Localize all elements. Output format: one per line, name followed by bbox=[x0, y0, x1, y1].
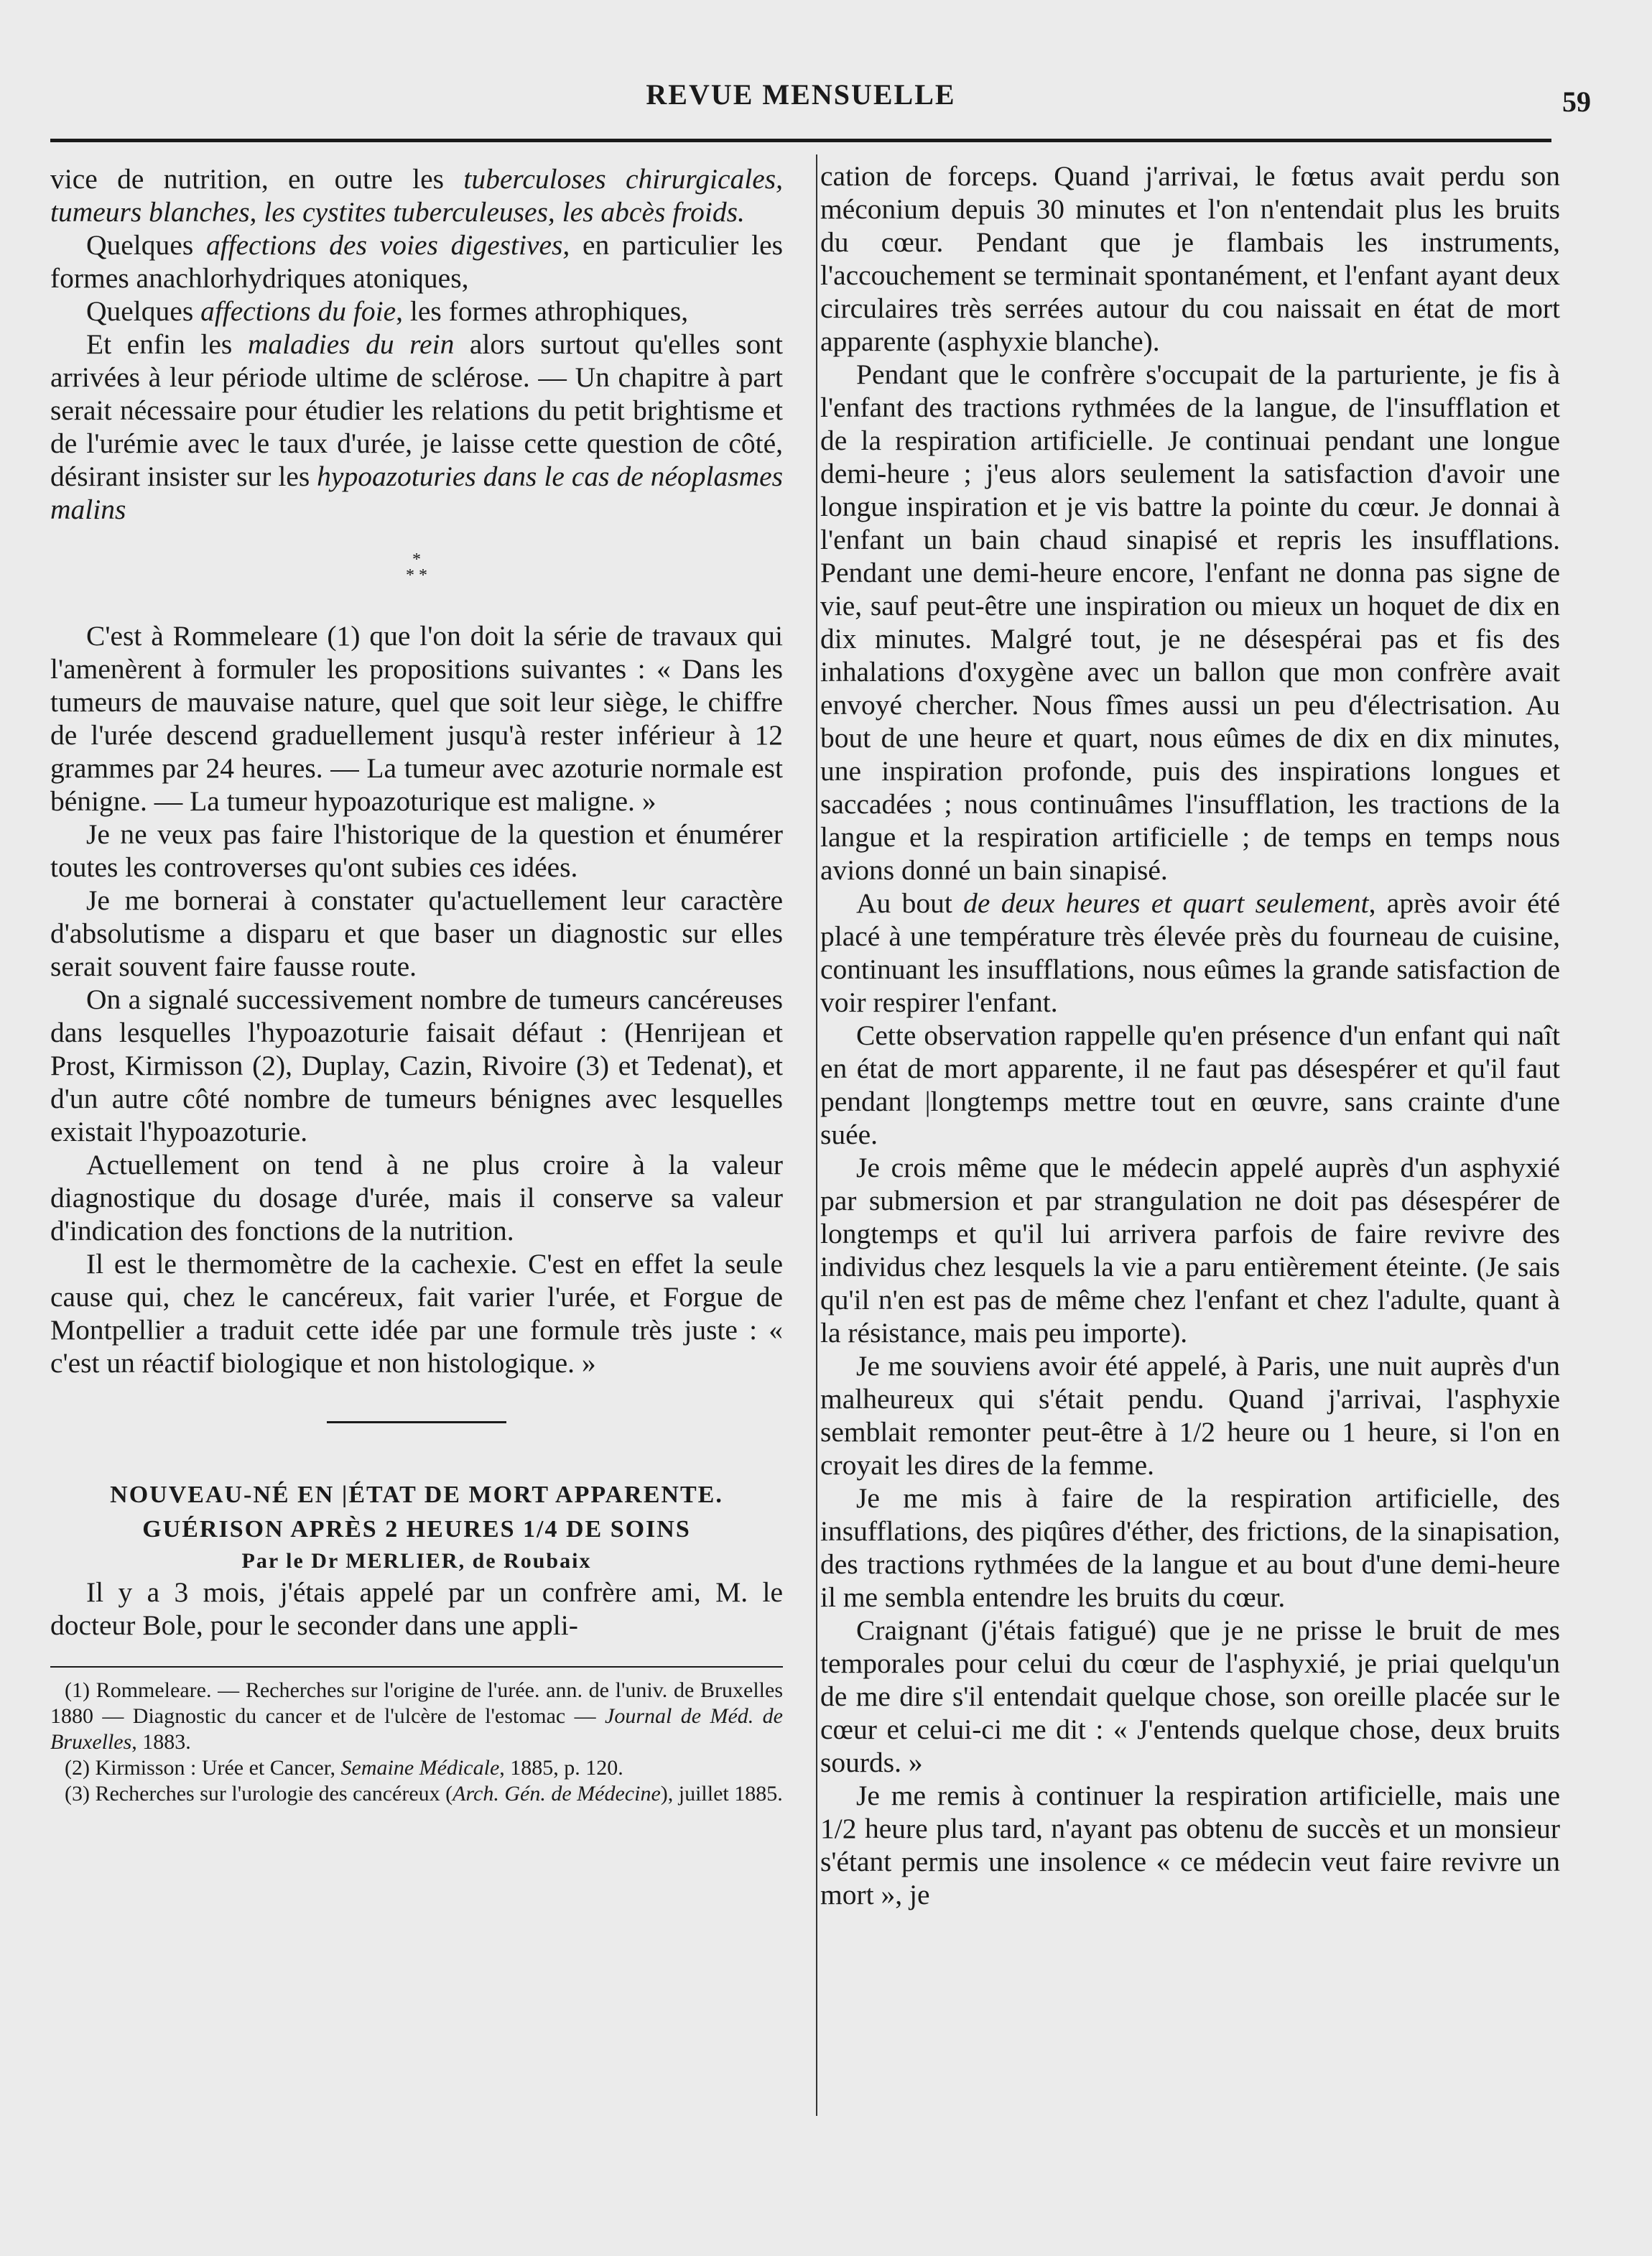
text: (3) Recherches sur l'urologie des cancéreux ( bbox=[65, 1782, 453, 1806]
italic-text: Semaine Médicale bbox=[340, 1756, 500, 1780]
italic-text: hypoazoturies dans le cas de néoplasmes malins bbox=[50, 461, 784, 525]
italic-text: affections des voies digestives, bbox=[205, 229, 570, 261]
italic-text: tuberculoses chirurgicales, tumeurs blanches, les cystites tuberculeuses, les abcès froids. bbox=[50, 163, 783, 228]
paragraph bbox=[820, 887, 1560, 1019]
text: alors surtout qu'elles sont arrivées à leur période ultime de sclérose. — Un chapitre à part serait nécessaire pour étudier les relations du petit brightisme et de l'urémie avec le taux d'urée, je laisse cette question de côté, désirant insister sur les bbox=[50, 328, 783, 492]
text: Au bout bbox=[856, 887, 964, 919]
paragraph bbox=[50, 228, 783, 295]
header-rule bbox=[50, 139, 1551, 142]
paragraph: Je me mis à faire de la respiration artificielle, des insufflations, des piqûres d'éther, des frictions, de la sinapisation, des tractions rythmées de la langue et au bout d'une demi-heure il me sembla entendre les bruits du cœur. bbox=[820, 1482, 1560, 1613]
text: Quelques bbox=[86, 229, 206, 261]
paragraph: Il y a 3 mois, j'étais appelé par un confrère ami, M. le docteur Bole, pour le seconder dans une appli- bbox=[50, 1576, 783, 1641]
asterism bbox=[50, 552, 783, 583]
italic-text: de deux heures et quart seulement bbox=[963, 887, 1369, 919]
text: (2) Kirmisson : Urée et Cancer, bbox=[65, 1756, 341, 1780]
text: (1) Rommeleare. — Recherches sur l'origine de l'urée. ann. de l'univ. de Bruxelles 1880 — Diagnostic du cancer et de l'ulcère de l'estomac — bbox=[50, 1678, 783, 1728]
italic-text: Arch. Gén. de Médecine bbox=[453, 1782, 661, 1806]
footnotes bbox=[50, 1678, 783, 1807]
right-column bbox=[816, 160, 1560, 1911]
text: Quelques bbox=[86, 295, 201, 327]
paragraph: On a signalé successivement nombre de tumeurs cancéreuses dans lesquelles l'hypoazoturie faisait défaut : (Henrijean et Prost, Kirmisson (2), Duplay, Cazin, Rivoire (3) et Tedenat), et d'un autre côté nombre de tumeurs bénignes avec lesquelles existait l'hypoazoturie. bbox=[50, 984, 783, 1147]
paragraph bbox=[50, 162, 783, 228]
italic-text: Journal de Méd. de Bruxelles bbox=[50, 1704, 783, 1754]
footnote bbox=[50, 1678, 783, 1755]
left-column bbox=[50, 162, 783, 1807]
text: , 1883. bbox=[131, 1730, 191, 1754]
asterism-top: * bbox=[412, 550, 421, 569]
text: vice de nutrition, en outre les bbox=[50, 163, 464, 195]
footnote bbox=[50, 1781, 783, 1807]
text: , 1885, p. 120. bbox=[499, 1756, 623, 1780]
paragraph: Actuellement on tend à ne plus croire à la valeur diagnostique du dosage d'urée, mais il conserve sa valeur d'indication des fonctions de la nutrition. bbox=[50, 1149, 783, 1247]
asterism-bottom: * * bbox=[406, 566, 427, 585]
paragraph: C'est à Rommeleare (1) que l'on doit la série de travaux qui l'amenèrent à formuler les propositions suivantes : « Dans les tumeurs de mauvaise nature, quel que soit leur siège, le chiffre de l'urée descend graduellement jusqu'à rester inférieur à 12 grammes par 24 heures. — La tumeur avec azoturie normale est bénigne. — La tumeur hypoazoturique est maligne. » bbox=[50, 620, 783, 817]
page-number: 59 bbox=[1562, 85, 1591, 118]
footnote bbox=[50, 1755, 783, 1781]
article-title-line-2: GUÉRISON APRÈS 2 HEURES 1/4 DE SOINS bbox=[142, 1516, 691, 1543]
paragraph bbox=[50, 295, 783, 328]
article-title-line-1: NOUVEAU-NÉ EN |ÉTAT DE MORT APPARENTE. bbox=[110, 1481, 723, 1508]
paragraph: cation de forceps. Quand j'arrivai, le fœtus avait perdu son méconium depuis 30 minutes et l'on n'entendait plus les bruits du cœur. Pendant que je flambais les instruments, l'accouchement se terminait spontanément, et l'enfant ayant deux circulaires très serrées autour du cou naissait en état de mort apparente (asphyxie blanche). bbox=[820, 160, 1560, 357]
text: , après avoir été placé à une température très élevée près du fourneau de cuisine, continuant les insufflations, nous eûmes la grande satisfaction de voir respirer l'enfant. bbox=[820, 887, 1560, 1018]
text: Et enfin les bbox=[86, 328, 248, 360]
paragraph: Je me remis à continuer la respiration artificielle, mais une 1/2 heure plus tard, n'ayant pas obtenu de succès et un monsieur s'étant permis une insolence « ce médecin veut faire revivre un mort », je bbox=[820, 1780, 1560, 1910]
running-head bbox=[50, 78, 1591, 121]
text: en particulier les formes anachlorhydriques atoniques, bbox=[50, 229, 783, 294]
paragraph bbox=[50, 328, 783, 526]
text: ), juillet 1885. bbox=[660, 1782, 783, 1806]
paragraph: Je ne veux pas faire l'historique de la question et énumérer toutes les controverses qu'ont subies ces idées. bbox=[50, 818, 783, 883]
italic-text: affections du foie bbox=[200, 295, 396, 327]
paragraph: Je me bornerai à constater qu'actuellement leur caractère d'absolutisme a disparu et que baser un diagnostic sur elles serait souvent faire fausse route. bbox=[50, 884, 783, 982]
byline: Par le Dr MERLIER, de Roubaix bbox=[241, 1549, 592, 1573]
running-title: REVUE MENSUELLE bbox=[646, 78, 956, 111]
paragraph: Pendant que le confrère s'occupait de la parturiente, je fis à l'enfant des tractions rythmées de la langue, de l'insufflation et de la respiration artificielle. Je continuai pendant une longue demi-heure ; j'eus alors seulement la satisfaction d'avoir une longue inspiration et je vis battre la pointe du cœur. Je donnai à l'enfant un bain chaud sinapisé et repris les insufflations. Pendant une demi-heure encore, l'enfant ne donna pas signe de vie, sauf peut-être une inspiration ou mieux un hoquet de dix en dix minutes. Malgré tout, je ne désespérai pas et fis des inhalations d'oxygène avec un ballon que mon confrère avait envoyé chercher. Nous fîmes aussi un peu d'électrisation. Au bout de une heure et quart, nous eûmes de dix en dix minutes, une inspiration profonde, puis des inspirations longues et saccadées ; nous continuâmes l'insufflation, les tractions de la langue et la respiration artificielle ; de temps en temps nous avions donné un bain sinapisé. bbox=[820, 359, 1560, 886]
footnote-rule bbox=[50, 1666, 783, 1668]
paragraph: Craignant (j'étais fatigué) que je ne prisse le bruit de mes temporales pour celui du cœur de l'asphyxié, je priai quelqu'un de me dire s'il entendait quelque chose, son oreille placée sur le cœur et celui-ci me dit : « J'entends quelque chose, deux bruits sourds. » bbox=[820, 1614, 1560, 1778]
italic-text: maladies du rein bbox=[247, 328, 455, 360]
paragraph: Il est le thermomètre de la cachexie. C'est en effet la seule cause qui, chez le cancéreux, fait varier l'urée, et Forgue de Montpellier a traduit cette idée par une formule très juste : « c'est un réactif biologique et non histologique. » bbox=[50, 1248, 783, 1379]
section-rule bbox=[327, 1421, 506, 1423]
text: , les formes athrophiques, bbox=[396, 295, 689, 327]
paragraph: Je me souviens avoir été appelé, à Paris, une nuit auprès d'un malheureux qui s'était pendu. Quand j'arrivai, l'asphyxie semblait remonter peut-être à 1/2 heure ou 1 heure, si l'on en croyait les dires de la femme. bbox=[820, 1350, 1560, 1481]
paragraph: Je crois même que le médecin appelé auprès d'un asphyxié par submersion et par strangulation ne doit pas désespérer de longtemps et qu'il lui arrivera parfois de faire revivre des individus chez lesquels la vie a paru entièrement éteinte. (Je sais qu'il n'en est pas de même chez l'enfant et chez l'adulte, quant à la résistance, mais peu importe). bbox=[820, 1152, 1560, 1349]
paragraph: Cette observation rappelle qu'en présence d'un enfant qui naît en état de mort apparente, il ne faut pas désespérer et qu'il faut pendant |longtemps mettre tout en œuvre, sans crainte d'une suée. bbox=[820, 1020, 1560, 1150]
